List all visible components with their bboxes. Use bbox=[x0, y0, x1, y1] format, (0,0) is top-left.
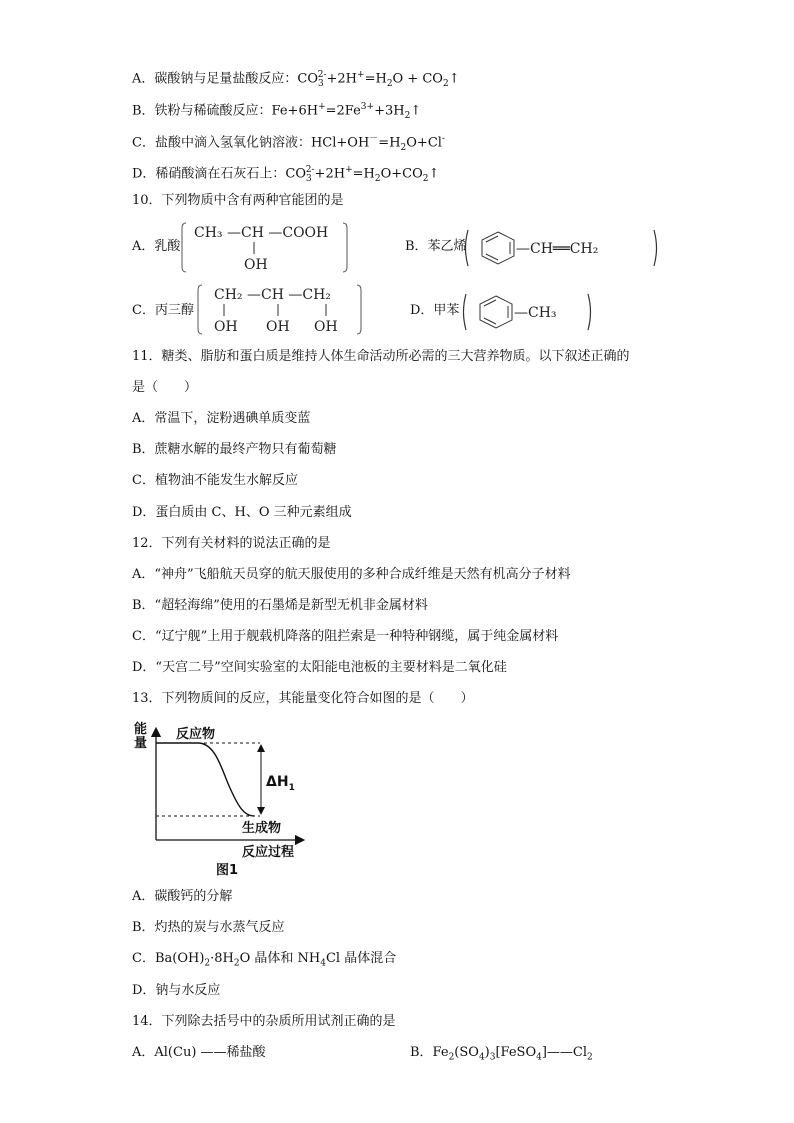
q13-stem: 13．下列物质间的反应，其能量变化符合如图的是（ ） bbox=[132, 691, 474, 706]
q13-option-d: D．钠与水反应 bbox=[132, 983, 221, 998]
toluene-structure bbox=[460, 290, 600, 334]
q14-option-a: A．Al(Cu) ——稀盐酸 bbox=[132, 1045, 266, 1060]
lactic-oh: OH bbox=[244, 257, 268, 273]
glycerol-oh-3: OH bbox=[314, 319, 338, 335]
glycerol-oh-2: OH bbox=[266, 319, 290, 335]
q12-stem: 12．下列有关材料的说法正确的是 bbox=[132, 536, 331, 551]
q11-option-a: A．常温下，淀粉遇碘单质变蓝 bbox=[132, 411, 311, 426]
styrene-structure bbox=[462, 226, 667, 270]
q13-option-c: C．$Ba(OH)_2\cdot 8H_2O$ 晶体和 $NH_4Cl$ 晶体混合 bbox=[132, 951, 397, 969]
toluene-text: —CH₃ bbox=[514, 305, 557, 321]
q10-option-b-label: B．苯乙烯 bbox=[405, 239, 467, 254]
styrene-text: —CH══CH₂ bbox=[516, 241, 599, 257]
q9-option-b: B．铁粉与稀硫酸反应：$Fe+6H^+=2Fe^{3+}+3H_2↑$ bbox=[132, 102, 422, 121]
glycerol-structure bbox=[196, 282, 368, 337]
x-axis-label: 反应过程 bbox=[242, 845, 295, 860]
q11-stem-line2: 是（ ） bbox=[132, 380, 198, 395]
q11-stem-line1: 11．糖类、脂肪和蛋白质是维持人体生命活动所必需的三大营养物质。以下叙述正确的 bbox=[132, 349, 630, 364]
lactic-acid-structure bbox=[180, 220, 355, 275]
q9-option-d: D．稀硝酸滴在石灰石上：$CO_3^{2-}+2H^+=H_2O+CO_2↑$ bbox=[132, 165, 440, 184]
q10-option-d-label: D．甲苯 bbox=[410, 303, 460, 318]
q10-option-a-label: A．乳酸 bbox=[132, 239, 181, 254]
glycerol-line1: CH₂ —CH —CH₂ bbox=[214, 287, 331, 303]
reactant-label: 反应物 bbox=[176, 727, 216, 742]
y-axis-label-1: 能 bbox=[134, 722, 148, 737]
q12-option-a: A．“神舟”飞船航天员穿的航天服使用的多种合成纤维是天然有机高分子材料 bbox=[132, 567, 571, 582]
q14-stem: 14．下列除去括号中的杂质所用试剂正确的是 bbox=[132, 1014, 396, 1029]
q12-option-d: D．“天宫二号”空间实验室的太阳能电池板的主要材料是二氧化硅 bbox=[132, 660, 507, 675]
q11-option-b: B．蔗糖水解的最终产物只有葡萄糖 bbox=[132, 442, 337, 457]
q12-option-b: B．“超轻海绵”使用的石墨烯是新型无机非金属材料 bbox=[132, 598, 428, 613]
lactic-line1: CH₃ —CH —COOH bbox=[194, 225, 329, 241]
figure-caption: 图1 bbox=[216, 863, 239, 878]
delta-h-label: $\Delta H_1$ bbox=[266, 774, 295, 793]
product-label: 生成物 bbox=[242, 821, 282, 836]
glycerol-oh-1: OH bbox=[214, 319, 238, 335]
q13-option-a: A．碳酸钙的分解 bbox=[132, 889, 233, 904]
q14-option-b: B．$Fe_2(SO_4)_3[FeSO_4]——Cl_2$ bbox=[410, 1045, 593, 1063]
q11-option-d: D．蛋白质由 C、H、O 三种元素组成 bbox=[132, 505, 352, 520]
q10-option-c-label: C．丙三醇 bbox=[132, 303, 194, 318]
energy-diagram bbox=[130, 716, 315, 878]
q9-option-c: C．盐酸中滴入氢氧化钠溶液：$HCl+OH^-=H_2O+Cl^-$ bbox=[132, 134, 445, 153]
q12-option-c: C．“辽宁舰”上用于舰载机降落的阻拦索是一种特种钢缆，属于纯金属材料 bbox=[132, 629, 559, 644]
y-axis-label-2: 量 bbox=[134, 736, 148, 751]
q9-option-a: A．碳酸钠与足量盐酸反应：$CO_3^{2-}+2H^+=H_2O$ + $CO_2↑$ bbox=[132, 70, 460, 89]
q11-option-c: C．植物油不能发生水解反应 bbox=[132, 473, 298, 488]
q10-stem: 10．下列物质中含有两种官能团的是 bbox=[132, 193, 344, 208]
q13-option-b: B．灼热的炭与水蒸气反应 bbox=[132, 920, 285, 935]
